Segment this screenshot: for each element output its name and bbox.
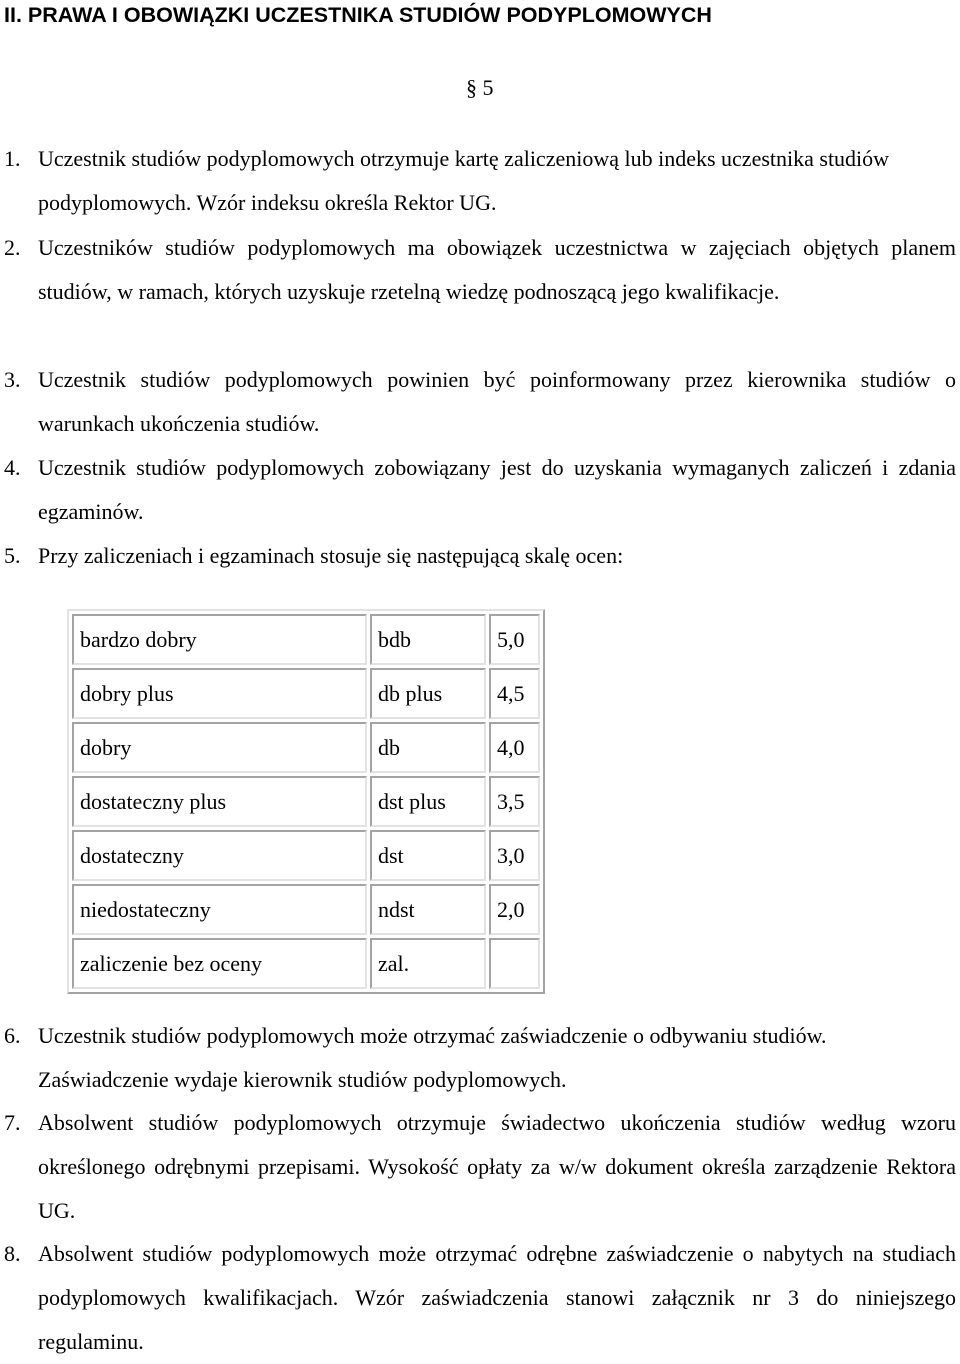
item-number: 1. bbox=[4, 146, 21, 171]
item-text: Uczestnik studiów podyplomowych zobowiązany jest do uzyskania wymaganych zaliczeń i zdania egzaminów. bbox=[38, 455, 956, 524]
item-number: 4. bbox=[4, 455, 21, 480]
grade-value-cell: 4,5 bbox=[489, 668, 540, 719]
grade-abbreviation-cell: zal. bbox=[370, 938, 486, 989]
grade-name-cell: niedostateczny bbox=[72, 884, 367, 935]
table-row bbox=[72, 614, 540, 665]
list-item-6 bbox=[0, 1014, 956, 1102]
chapter-heading: II. PRAWA I OBOWIĄZKI UCZESTNIKA STUDIÓW PODYPLOMOWYCH bbox=[4, 3, 712, 27]
list-item-1 bbox=[0, 137, 956, 225]
grade-name-cell: dobry bbox=[72, 722, 367, 773]
table-row bbox=[72, 668, 540, 719]
list-item-5 bbox=[0, 534, 956, 578]
grade-value-cell bbox=[489, 938, 540, 989]
item-text: Absolwent studiów podyplomowych otrzymuje świadectwo ukończenia studiów według wzoru określonego odrębnymi przepisami. Wysokość opłaty za w/w dokument określa zarządzenie Rektora UG. bbox=[38, 1110, 956, 1223]
list-item-7 bbox=[0, 1101, 956, 1233]
item-number: 7. bbox=[4, 1110, 21, 1135]
grade-value-cell: 5,0 bbox=[489, 614, 540, 665]
grade-value-cell: 2,0 bbox=[489, 884, 540, 935]
grade-name-cell: dobry plus bbox=[72, 668, 367, 719]
table-row bbox=[72, 884, 540, 935]
item-text: Absolwent studiów podyplomowych może otrzymać odrębne zaświadczenie o nabytych na studiach podyplomowych kwalifikacjach. Wzór zaświadczenia stanowi załącznik nr 3 do niniejszego regulaminu. bbox=[38, 1241, 956, 1354]
list-item-4 bbox=[0, 446, 956, 534]
list-item-2 bbox=[0, 226, 956, 314]
grade-abbreviation-cell: dst plus bbox=[370, 776, 486, 827]
item-text: Uczestników studiów podyplomowych ma obowiązek uczestnictwa w zajęciach objętych planem studiów, w ramach, których uzyskuje rzetelną wiedzę podnoszącą jego kwalifikacje. bbox=[38, 235, 956, 304]
grade-abbreviation-cell: dst bbox=[370, 830, 486, 881]
item-text: Uczestnik studiów podyplomowych otrzymuje kartę zaliczeniową lub indeks uczestnika studiów podyplomowych. Wzór indeksu określa Rektor UG. bbox=[38, 146, 890, 215]
list-item-8 bbox=[0, 1232, 956, 1364]
grade-abbreviation-cell: db bbox=[370, 722, 486, 773]
item-number: 5. bbox=[4, 543, 21, 568]
table-row bbox=[72, 776, 540, 827]
item-text: Przy zaliczeniach i egzaminach stosuje się następującą skalę ocen: bbox=[38, 543, 624, 568]
table-row bbox=[72, 830, 540, 881]
item-number: 6. bbox=[4, 1023, 21, 1048]
grade-name-cell: zaliczenie bez oceny bbox=[72, 938, 367, 989]
item-number: 8. bbox=[4, 1241, 21, 1266]
item-text: Uczestnik studiów podyplomowych powinien być poinformowany przez kierownika studiów o warunkach ukończenia studiów. bbox=[38, 367, 956, 436]
table-row bbox=[72, 722, 540, 773]
item-number: 2. bbox=[4, 235, 21, 260]
table-row bbox=[72, 938, 540, 989]
grade-name-cell: bardzo dobry bbox=[72, 614, 367, 665]
grade-value-cell: 3,0 bbox=[489, 830, 540, 881]
grade-value-cell: 4,0 bbox=[489, 722, 540, 773]
grade-abbreviation-cell: ndst bbox=[370, 884, 486, 935]
grade-name-cell: dostateczny plus bbox=[72, 776, 367, 827]
item-number: 3. bbox=[4, 367, 21, 392]
grading-scale-table bbox=[67, 609, 545, 994]
grade-name-cell: dostateczny bbox=[72, 830, 367, 881]
grade-value-cell: 3,5 bbox=[489, 776, 540, 827]
item-text: Uczestnik studiów podyplomowych może otrzymać zaświadczenie o odbywaniu studiów. Zaświadczenie wydaje kierownik studiów podyplomowych. bbox=[38, 1023, 827, 1092]
grade-abbreviation-cell: db plus bbox=[370, 668, 486, 719]
list-item-3 bbox=[0, 358, 956, 446]
grade-abbreviation-cell: bdb bbox=[370, 614, 486, 665]
section-number: § 5 bbox=[466, 75, 494, 100]
